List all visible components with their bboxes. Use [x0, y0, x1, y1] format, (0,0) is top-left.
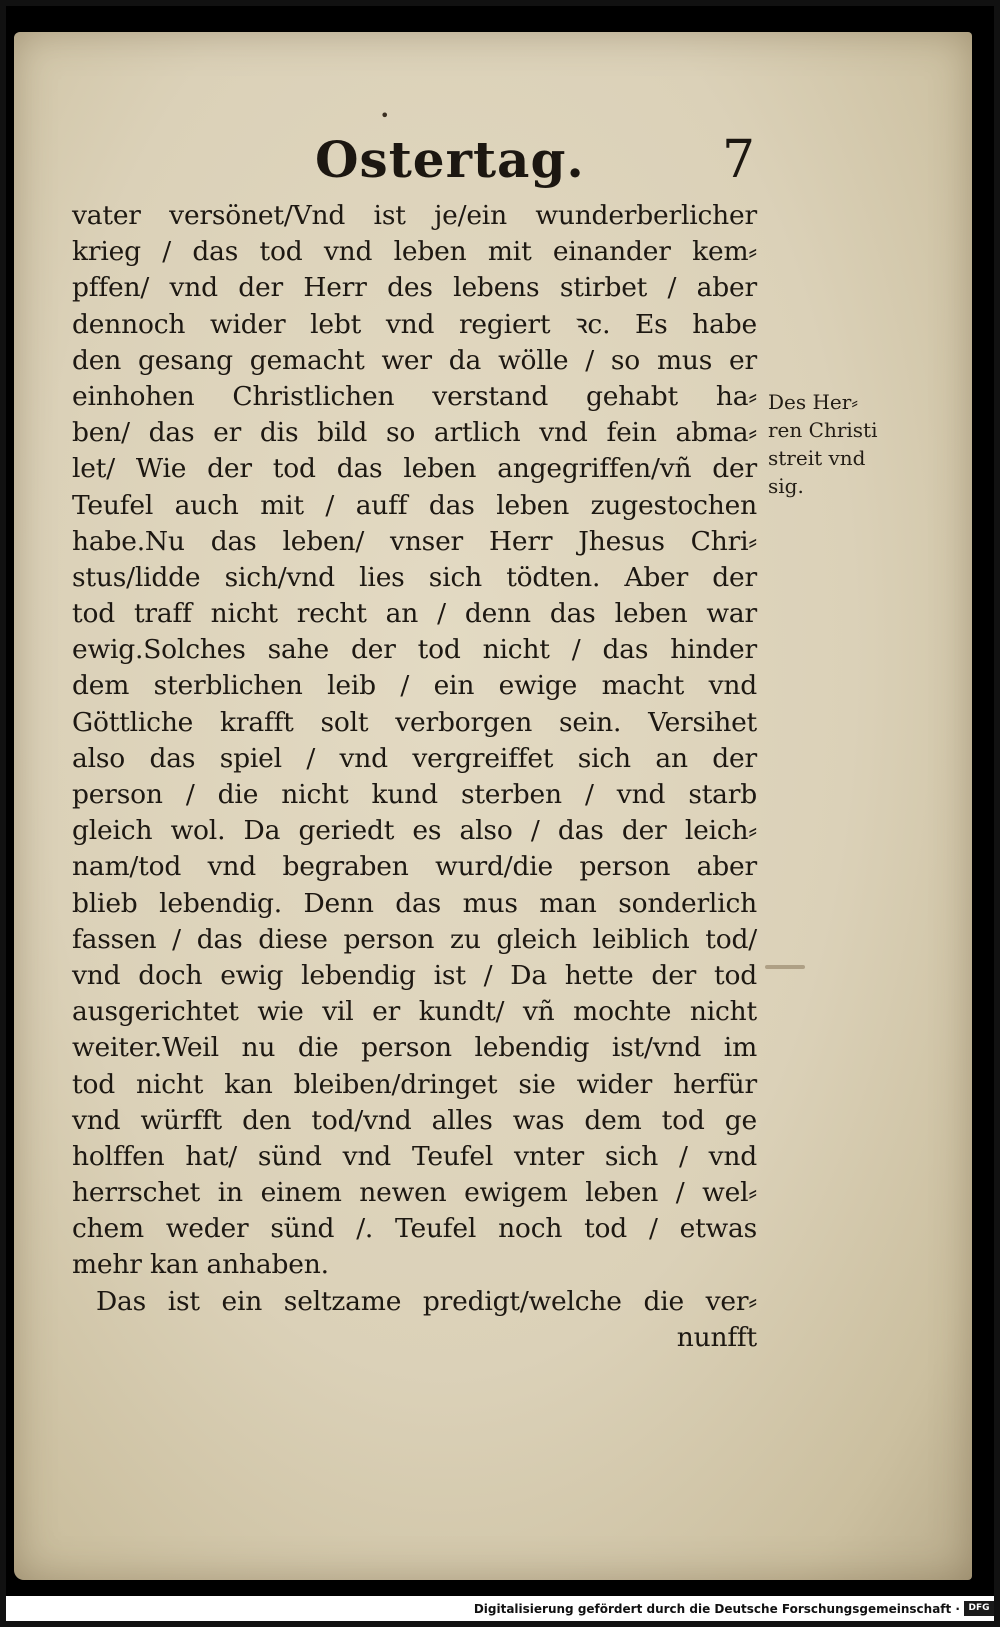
text-line: vnd würfft den tod/vnd alles was dem tod ge	[72, 1104, 757, 1136]
margin-note-line: streit vnd	[768, 446, 866, 470]
text-line: krieg / das tod vnd leben mit einander kem⸗	[72, 236, 757, 268]
text-line: den gesang gemacht wer da wölle / so mus er	[72, 344, 757, 376]
running-head: Ostertag.	[315, 130, 585, 189]
paper-stain	[765, 965, 805, 969]
text-line: habe.Nu das leben/ vnser Herr Jhesus Chri⸗	[72, 525, 757, 557]
text-line: blieb lebendig. Denn das mus man sonderlich	[72, 887, 757, 919]
funding-credit: Digitalisierung gefördert durch die Deutsche Forschungsgemeinschaft ·	[473, 1602, 960, 1616]
text-line: ausgerichtet wie vil er kundt/ vñ mochte nicht	[72, 996, 757, 1028]
paragraph-end-line: mehr kan anhaben.	[72, 1249, 329, 1281]
dfg-logo: DFG	[964, 1601, 994, 1616]
text-line: gleich wol. Da geriedt es also / das der leich⸗	[72, 815, 757, 847]
catchword: nunfft	[676, 1321, 757, 1353]
text-line: tod traff nicht recht an / denn das leben war	[72, 598, 757, 630]
text-line: holffen hat/ sünd vnd Teufel vnter sich / vnd	[72, 1140, 757, 1172]
text-line: herrschet in einem newen ewigem leben / wel⸗	[72, 1177, 757, 1209]
text-line: person / die nicht kund sterben / vnd starb	[72, 779, 757, 810]
margin-note-line: sig.	[768, 474, 804, 498]
scan-footer	[0, 1596, 1000, 1627]
text-line: pffen/ vnd der Herr des lebens stirbet / aber	[72, 272, 757, 304]
text-line: tod nicht kan bleiben/dringet sie wider herfür	[72, 1068, 757, 1100]
text-line: dem sterblichen leib / ein ewige macht vnd	[72, 670, 757, 702]
text-line: ben/ das er dis bild so artlich vnd fein abma⸗	[72, 417, 757, 449]
text-line: dennoch wider lebt vnd regiert ꝛc. Es habe	[72, 308, 757, 340]
margin-note-line: ren Christi	[768, 418, 878, 442]
page-number: 7	[722, 130, 756, 190]
text-line: einhohen Christlichen verstand gehabt ha⸗	[72, 380, 757, 412]
text-line: ewig.Solches sahe der tod nicht / das hinder	[72, 634, 757, 666]
text-line: nam/tod vnd begraben wurd/die person aber	[72, 851, 757, 883]
text-line: fassen / das diese person zu gleich leiblich tod/	[72, 923, 757, 955]
text-line: Teufel auch mit / auff das leben zugestochen	[72, 489, 757, 521]
text-line: weiter.Weil nu die person lebendig ist/vnd im	[72, 1032, 757, 1064]
body-text	[72, 198, 757, 1356]
header-ornament: •	[380, 106, 390, 125]
text-line: vater versönet/Vnd ist je/ein wunderberlicher	[72, 200, 757, 231]
page-header	[0, 120, 1000, 200]
text-line: vnd doch ewig lebendig ist / Da hette der tod	[72, 959, 757, 991]
text-line: Göttliche krafft solt verborgen sein. Versihet	[72, 706, 757, 738]
margin-note-line: Des Her⸗	[768, 390, 858, 414]
text-line: let/ Wie der tod das leben angegriffen/vñ der	[72, 453, 757, 485]
text-line: stus/lidde sich/vnd lies sich tödten. Aber der	[72, 561, 757, 593]
paragraph-start-line: Das ist ein seltzame predigt/welche die ver⸗	[96, 1285, 757, 1317]
margin-note	[768, 388, 888, 500]
text-line: also das spiel / vnd vergreiffet sich an der	[72, 742, 757, 774]
text-line: chem weder sünd /. Teufel noch tod / etwas	[72, 1213, 757, 1245]
